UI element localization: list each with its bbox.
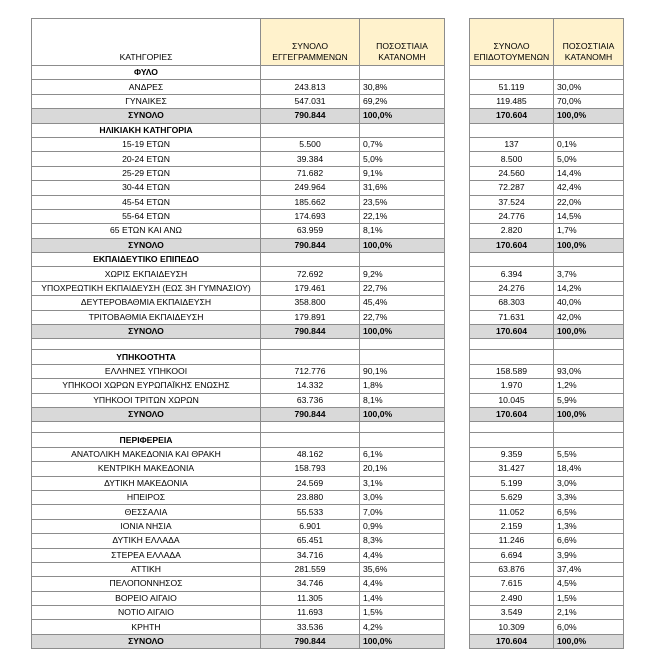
registered-total-header: ΣΥΝΟΛΟ ΕΓΓΕΓΡΑΜΜΕΝΩΝ [261,19,360,66]
registered-pct-cell: 0,7% [360,137,445,151]
subsidized-pct-cell: 0,1% [554,137,624,151]
subsidized-total-cell: 158.589 [470,364,554,378]
subsidized-pct-cell: 93,0% [554,364,624,378]
statistics-sheet [31,18,624,649]
spacer-cell [445,490,470,504]
category-cell: ΥΠΗΚΟΟΙ ΧΩΡΩΝ ΕΥΡΩΠΑΪΚΗΣ ΕΝΩΣΗΣ [32,379,261,393]
registered-pct-cell: 1,8% [360,379,445,393]
category-cell: ΣΤΕΡΕΑ ΕΛΛΑΔΑ [32,548,261,562]
registered-total-cell: 281.559 [261,562,360,576]
subsidized-pct-cell: 1,3% [554,519,624,533]
blank-cell [32,422,261,433]
registered-pct-header: ΠΟΣΟΣΤΙΑΙΑ ΚΑΤΑΝΟΜΗ [360,19,445,66]
category-cell: ΔΕΥΤΕΡΟΒΑΘΜΙΑ ΕΚΠΑΙΔΕΥΣΗ [32,296,261,310]
registered-total-cell: 33.536 [261,620,360,634]
empty-cell [554,350,624,364]
subsidized-pct-cell: 100,0% [554,109,624,123]
category-cell: ΑΝΑΤΟΛΙΚΗ ΜΑΚΕΔΟΝΙΑ ΚΑΙ ΘΡΑΚΗ [32,447,261,461]
registered-pct-cell: 100,0% [360,634,445,648]
subsidized-total-cell: 170.604 [470,634,554,648]
registered-total-cell: 34.746 [261,577,360,591]
spacer-cell [445,267,470,281]
registered-pct-cell: 90,1% [360,364,445,378]
registered-pct-cell: 30,8% [360,80,445,94]
category-cell: ΣΥΝΟΛΟ [32,325,261,339]
subsidized-pct-cell: 100,0% [554,238,624,252]
subsidized-total-cell: 10.309 [470,620,554,634]
registered-total-cell: 179.461 [261,281,360,295]
empty-cell [470,433,554,447]
registered-total-cell: 63.959 [261,224,360,238]
spacer-cell [445,534,470,548]
subsidized-pct-cell: 3,3% [554,490,624,504]
blank-cell [261,339,360,350]
category-cell: ΒΟΡΕΙΟ ΑΙΓΑΙΟ [32,591,261,605]
blank-cell [445,422,470,433]
registered-total-cell: 24.569 [261,476,360,490]
table-row [32,577,624,591]
table-row [32,447,624,461]
registered-total-cell: 6.901 [261,519,360,533]
subsidized-total-cell: 5.199 [470,476,554,490]
subsidized-total-cell: 72.287 [470,181,554,195]
category-cell: ΥΠΟΧΡΕΩΤΙΚΗ ΕΚΠΑΙΔΕΥΣΗ (ΕΩΣ 3Η ΓΥΜΝΑΣΙΟΥ) [32,281,261,295]
table-row [32,505,624,519]
spacer-cell [445,181,470,195]
subsidized-pct-cell: 1,7% [554,224,624,238]
spacer-cell [445,224,470,238]
section-title: ΥΠΗΚΟΟΤΗΤΑ [32,350,261,364]
spacer-cell [445,238,470,252]
subsidized-pct-cell: 3,9% [554,548,624,562]
subsidized-pct-cell: 6,6% [554,534,624,548]
category-cell: 55-64 ΕΤΩΝ [32,209,261,223]
blank-cell [470,339,554,350]
registered-total-cell: 63.736 [261,393,360,407]
subsidized-total-cell: 24.276 [470,281,554,295]
section-title-row [32,350,624,364]
registered-pct-cell: 23,5% [360,195,445,209]
registered-pct-cell: 100,0% [360,238,445,252]
category-cell: ΕΛΛΗΝΕΣ ΥΠΗΚΟΟΙ [32,364,261,378]
category-cell: ΑΝΔΡΕΣ [32,80,261,94]
registered-pct-cell: 69,2% [360,94,445,108]
subsidized-total-cell: 9.359 [470,447,554,461]
spacer-cell [445,476,470,490]
spacer-cell [445,209,470,223]
spacer-cell [445,66,470,80]
category-cell: 45-54 ΕΤΩΝ [32,195,261,209]
registered-total-cell: 790.844 [261,238,360,252]
subsidized-total-cell: 63.876 [470,562,554,576]
empty-cell [261,433,360,447]
blank-row [32,339,624,350]
table-row [32,80,624,94]
empty-cell [261,123,360,137]
subsidized-total-cell: 68.303 [470,296,554,310]
subsidized-total-cell: 24.560 [470,166,554,180]
spacer-cell [445,606,470,620]
spacer-cell [445,519,470,533]
section-title: ΗΛΙΚΙΑΚΗ ΚΑΤΗΓΟΡΙΑ [32,123,261,137]
spacer-cell [445,137,470,151]
table-row [32,181,624,195]
registered-pct-cell: 6,1% [360,447,445,461]
registered-pct-cell: 35,6% [360,562,445,576]
subsidized-total-cell: 2.490 [470,591,554,605]
table-row [32,195,624,209]
spacer-cell [445,393,470,407]
table-row [32,281,624,295]
registered-pct-cell: 1,4% [360,591,445,605]
registered-pct-cell: 22,1% [360,209,445,223]
table-row [32,209,624,223]
section-title: ΕΚΠΑΙΔΕΥΤΙΚΟ ΕΠΙΠΕΔΟ [32,253,261,267]
table-row [32,224,624,238]
table-row [32,393,624,407]
category-cell: ΥΠΗΚΟΟΙ ΤΡΙΤΩΝ ΧΩΡΩΝ [32,393,261,407]
subsidized-pct-cell: 42,4% [554,181,624,195]
blank-cell [554,422,624,433]
spacer-cell [445,152,470,166]
table-row [32,490,624,504]
blank-cell [554,339,624,350]
registered-total-cell: 243.813 [261,80,360,94]
total-row [32,238,624,252]
spacer-cell [445,433,470,447]
registered-total-cell: 179.891 [261,310,360,324]
category-cell: ΚΡΗΤΗ [32,620,261,634]
registered-pct-cell: 20,1% [360,462,445,476]
subsidized-total-cell: 137 [470,137,554,151]
registered-total-cell: 158.793 [261,462,360,476]
subsidized-pct-cell: 14,4% [554,166,624,180]
spacer-cell [445,166,470,180]
section-title: ΦΥΛΟ [32,66,261,80]
spacer-cell [445,310,470,324]
subsidized-total-cell: 11.052 [470,505,554,519]
spacer-cell [445,548,470,562]
registered-pct-cell: 22,7% [360,310,445,324]
table-row [32,562,624,576]
subsidized-pct-cell: 22,0% [554,195,624,209]
registered-pct-cell: 4,2% [360,620,445,634]
registered-total-cell: 712.776 [261,364,360,378]
spacer-cell [445,379,470,393]
blank-cell [360,339,445,350]
section-title-row [32,433,624,447]
registered-total-cell: 34.716 [261,548,360,562]
registered-total-cell: 23.880 [261,490,360,504]
subsidized-total-cell: 11.246 [470,534,554,548]
spacer-cell [445,109,470,123]
spacer-cell [445,281,470,295]
subsidized-total-cell: 170.604 [470,109,554,123]
registered-pct-cell: 1,5% [360,606,445,620]
subsidized-pct-header: ΠΟΣΟΣΤΙΑΙΑ ΚΑΤΑΝΟΜΗ [554,19,624,66]
subsidized-pct-cell: 3,7% [554,267,624,281]
spacer-cell [445,447,470,461]
subsidized-total-cell: 2.159 [470,519,554,533]
subsidized-total-cell: 119.485 [470,94,554,108]
category-cell: ΣΥΝΟΛΟ [32,109,261,123]
subsidized-total-header: ΣΥΝΟΛΟ ΕΠΙΔΟΤΟΥΜΕΝΩΝ [470,19,554,66]
blank-cell [360,422,445,433]
empty-cell [261,253,360,267]
subsidized-pct-cell: 18,4% [554,462,624,476]
subsidized-total-cell: 6.694 [470,548,554,562]
empty-cell [470,253,554,267]
registered-pct-cell: 100,0% [360,407,445,421]
spacer-cell [445,94,470,108]
table-row [32,152,624,166]
subsidized-total-cell: 170.604 [470,407,554,421]
category-cell: ΓΥΝΑΙΚΕΣ [32,94,261,108]
categories-header: ΚΑΤΗΓΟΡΙΕΣ [32,19,261,66]
registered-total-cell: 11.305 [261,591,360,605]
registered-total-cell: 11.693 [261,606,360,620]
subsidized-total-cell: 7.615 [470,577,554,591]
spacer-cell [445,591,470,605]
table-row [32,364,624,378]
table-row [32,310,624,324]
section-title-row [32,66,624,80]
subsidized-pct-cell: 100,0% [554,325,624,339]
subsidized-total-cell: 1.970 [470,379,554,393]
subsidized-pct-cell: 4,5% [554,577,624,591]
registered-pct-cell: 45,4% [360,296,445,310]
spacer-cell [445,577,470,591]
total-row [32,109,624,123]
subsidized-pct-cell: 70,0% [554,94,624,108]
spacer-cell [445,195,470,209]
subsidized-pct-cell: 3,0% [554,476,624,490]
registered-pct-cell: 100,0% [360,325,445,339]
spacer-cell [445,562,470,576]
table-row [32,591,624,605]
subsidized-pct-cell: 1,5% [554,591,624,605]
empty-cell [470,123,554,137]
empty-cell [470,66,554,80]
registered-total-cell: 5.500 [261,137,360,151]
subsidized-total-cell: 8.500 [470,152,554,166]
empty-cell [360,350,445,364]
table-row [32,620,624,634]
registered-pct-cell: 7,0% [360,505,445,519]
table-row [32,606,624,620]
registered-total-cell: 790.844 [261,407,360,421]
empty-cell [554,433,624,447]
empty-cell [360,66,445,80]
spacer-cell [445,296,470,310]
category-cell: ΙΟΝΙΑ ΝΗΣΙΑ [32,519,261,533]
spacer-cell [445,462,470,476]
empty-cell [470,350,554,364]
registered-total-cell: 790.844 [261,325,360,339]
registered-total-cell: 39.384 [261,152,360,166]
category-cell: ΘΕΣΣΑΛΙΑ [32,505,261,519]
table-row [32,462,624,476]
category-cell: ΣΥΝΟΛΟ [32,407,261,421]
blank-cell [470,422,554,433]
statistics-table [31,18,624,649]
registered-total-cell: 72.692 [261,267,360,281]
subsidized-total-cell: 37.524 [470,195,554,209]
registered-pct-cell: 8,1% [360,224,445,238]
empty-cell [261,350,360,364]
registered-total-cell: 790.844 [261,634,360,648]
category-cell: ΑΤΤΙΚΗ [32,562,261,576]
subsidized-total-cell: 170.604 [470,238,554,252]
category-cell: ΠΕΛΟΠΟΝΝΗΣΟΣ [32,577,261,591]
subsidized-pct-cell: 100,0% [554,634,624,648]
spacer-cell [445,80,470,94]
category-cell: 65 ΕΤΩΝ ΚΑΙ ΑΝΩ [32,224,261,238]
subsidized-total-cell: 6.394 [470,267,554,281]
table-row [32,296,624,310]
subsidized-total-cell: 2.820 [470,224,554,238]
subsidized-pct-cell: 5,5% [554,447,624,461]
subsidized-pct-cell: 100,0% [554,407,624,421]
empty-cell [554,66,624,80]
category-cell: ΔΥΤΙΚΗ ΜΑΚΕΔΟΝΙΑ [32,476,261,490]
spacer-cell [445,364,470,378]
blank-cell [445,339,470,350]
spacer-cell [445,505,470,519]
subsidized-total-cell: 51.119 [470,80,554,94]
registered-pct-cell: 8,3% [360,534,445,548]
subsidized-pct-cell: 6,5% [554,505,624,519]
section-title-row [32,123,624,137]
category-cell: 30-44 ΕΤΩΝ [32,181,261,195]
registered-pct-cell: 5,0% [360,152,445,166]
registered-total-cell: 185.662 [261,195,360,209]
subsidized-total-cell: 10.045 [470,393,554,407]
category-cell: ΣΥΝΟΛΟ [32,238,261,252]
subsidized-pct-cell: 6,0% [554,620,624,634]
registered-total-cell: 65.451 [261,534,360,548]
category-cell: ΤΡΙΤΟΒΑΘΜΙΑ ΕΚΠΑΙΔΕΥΣΗ [32,310,261,324]
blank-row [32,422,624,433]
blank-cell [261,422,360,433]
subsidized-pct-cell: 5,9% [554,393,624,407]
registered-pct-cell: 4,4% [360,577,445,591]
table-row [32,548,624,562]
subsidized-total-cell: 3.549 [470,606,554,620]
registered-total-cell: 790.844 [261,109,360,123]
empty-cell [554,123,624,137]
registered-total-cell: 14.332 [261,379,360,393]
table-row [32,379,624,393]
empty-cell [554,253,624,267]
header-row [32,19,624,66]
registered-pct-cell: 4,4% [360,548,445,562]
subsidized-total-cell: 71.631 [470,310,554,324]
subsidized-pct-cell: 14,5% [554,209,624,223]
subsidized-pct-cell: 14,2% [554,281,624,295]
table-row [32,519,624,533]
subsidized-total-cell: 170.604 [470,325,554,339]
spacer-cell [445,350,470,364]
subsidized-pct-cell: 1,2% [554,379,624,393]
spacer-cell [445,253,470,267]
category-cell: ΔΥΤΙΚΗ ΕΛΛΑΔΑ [32,534,261,548]
blank-cell [32,339,261,350]
section-title: ΠΕΡΙΦΕΡΕΙΑ [32,433,261,447]
registered-pct-cell: 8,1% [360,393,445,407]
registered-pct-cell: 9,2% [360,267,445,281]
registered-total-cell: 71.682 [261,166,360,180]
section-title-row [32,253,624,267]
subsidized-pct-cell: 37,4% [554,562,624,576]
subsidized-pct-cell: 5,0% [554,152,624,166]
total-row [32,325,624,339]
registered-pct-cell: 22,7% [360,281,445,295]
empty-cell [360,433,445,447]
registered-total-cell: 249.964 [261,181,360,195]
subsidized-total-cell: 24.776 [470,209,554,223]
table-row [32,137,624,151]
registered-total-cell: 174.693 [261,209,360,223]
total-row [32,407,624,421]
table-row [32,267,624,281]
table-row [32,534,624,548]
subsidized-pct-cell: 42,0% [554,310,624,324]
registered-pct-cell: 3,1% [360,476,445,490]
registered-pct-cell: 9,1% [360,166,445,180]
registered-pct-cell: 100,0% [360,109,445,123]
category-cell: ΚΕΝΤΡΙΚΗ ΜΑΚΕΔΟΝΙΑ [32,462,261,476]
registered-pct-cell: 31,6% [360,181,445,195]
subsidized-pct-cell: 30,0% [554,80,624,94]
registered-pct-cell: 0,9% [360,519,445,533]
category-cell: ΧΩΡΙΣ ΕΚΠΑΙΔΕΥΣΗ [32,267,261,281]
registered-total-cell: 55.533 [261,505,360,519]
category-cell: 25-29 ΕΤΩΝ [32,166,261,180]
category-cell: ΗΠΕΙΡΟΣ [32,490,261,504]
spacer-cell [445,407,470,421]
empty-cell [360,123,445,137]
registered-total-cell: 547.031 [261,94,360,108]
table-row [32,94,624,108]
registered-total-cell: 48.162 [261,447,360,461]
registered-total-cell: 358.800 [261,296,360,310]
category-cell: 20-24 ΕΤΩΝ [32,152,261,166]
subsidized-pct-cell: 2,1% [554,606,624,620]
category-cell: ΝΟΤΙΟ ΑΙΓΑΙΟ [32,606,261,620]
table-row [32,476,624,490]
empty-cell [360,253,445,267]
subsidized-pct-cell: 40,0% [554,296,624,310]
subsidized-total-cell: 5.629 [470,490,554,504]
category-cell: 15-19 ΕΤΩΝ [32,137,261,151]
spacer-column [445,19,470,66]
spacer-cell [445,325,470,339]
registered-pct-cell: 3,0% [360,490,445,504]
table-row [32,166,624,180]
subsidized-total-cell: 31.427 [470,462,554,476]
empty-cell [261,66,360,80]
spacer-cell [445,123,470,137]
spacer-cell [445,620,470,634]
category-cell: ΣΥΝΟΛΟ [32,634,261,648]
